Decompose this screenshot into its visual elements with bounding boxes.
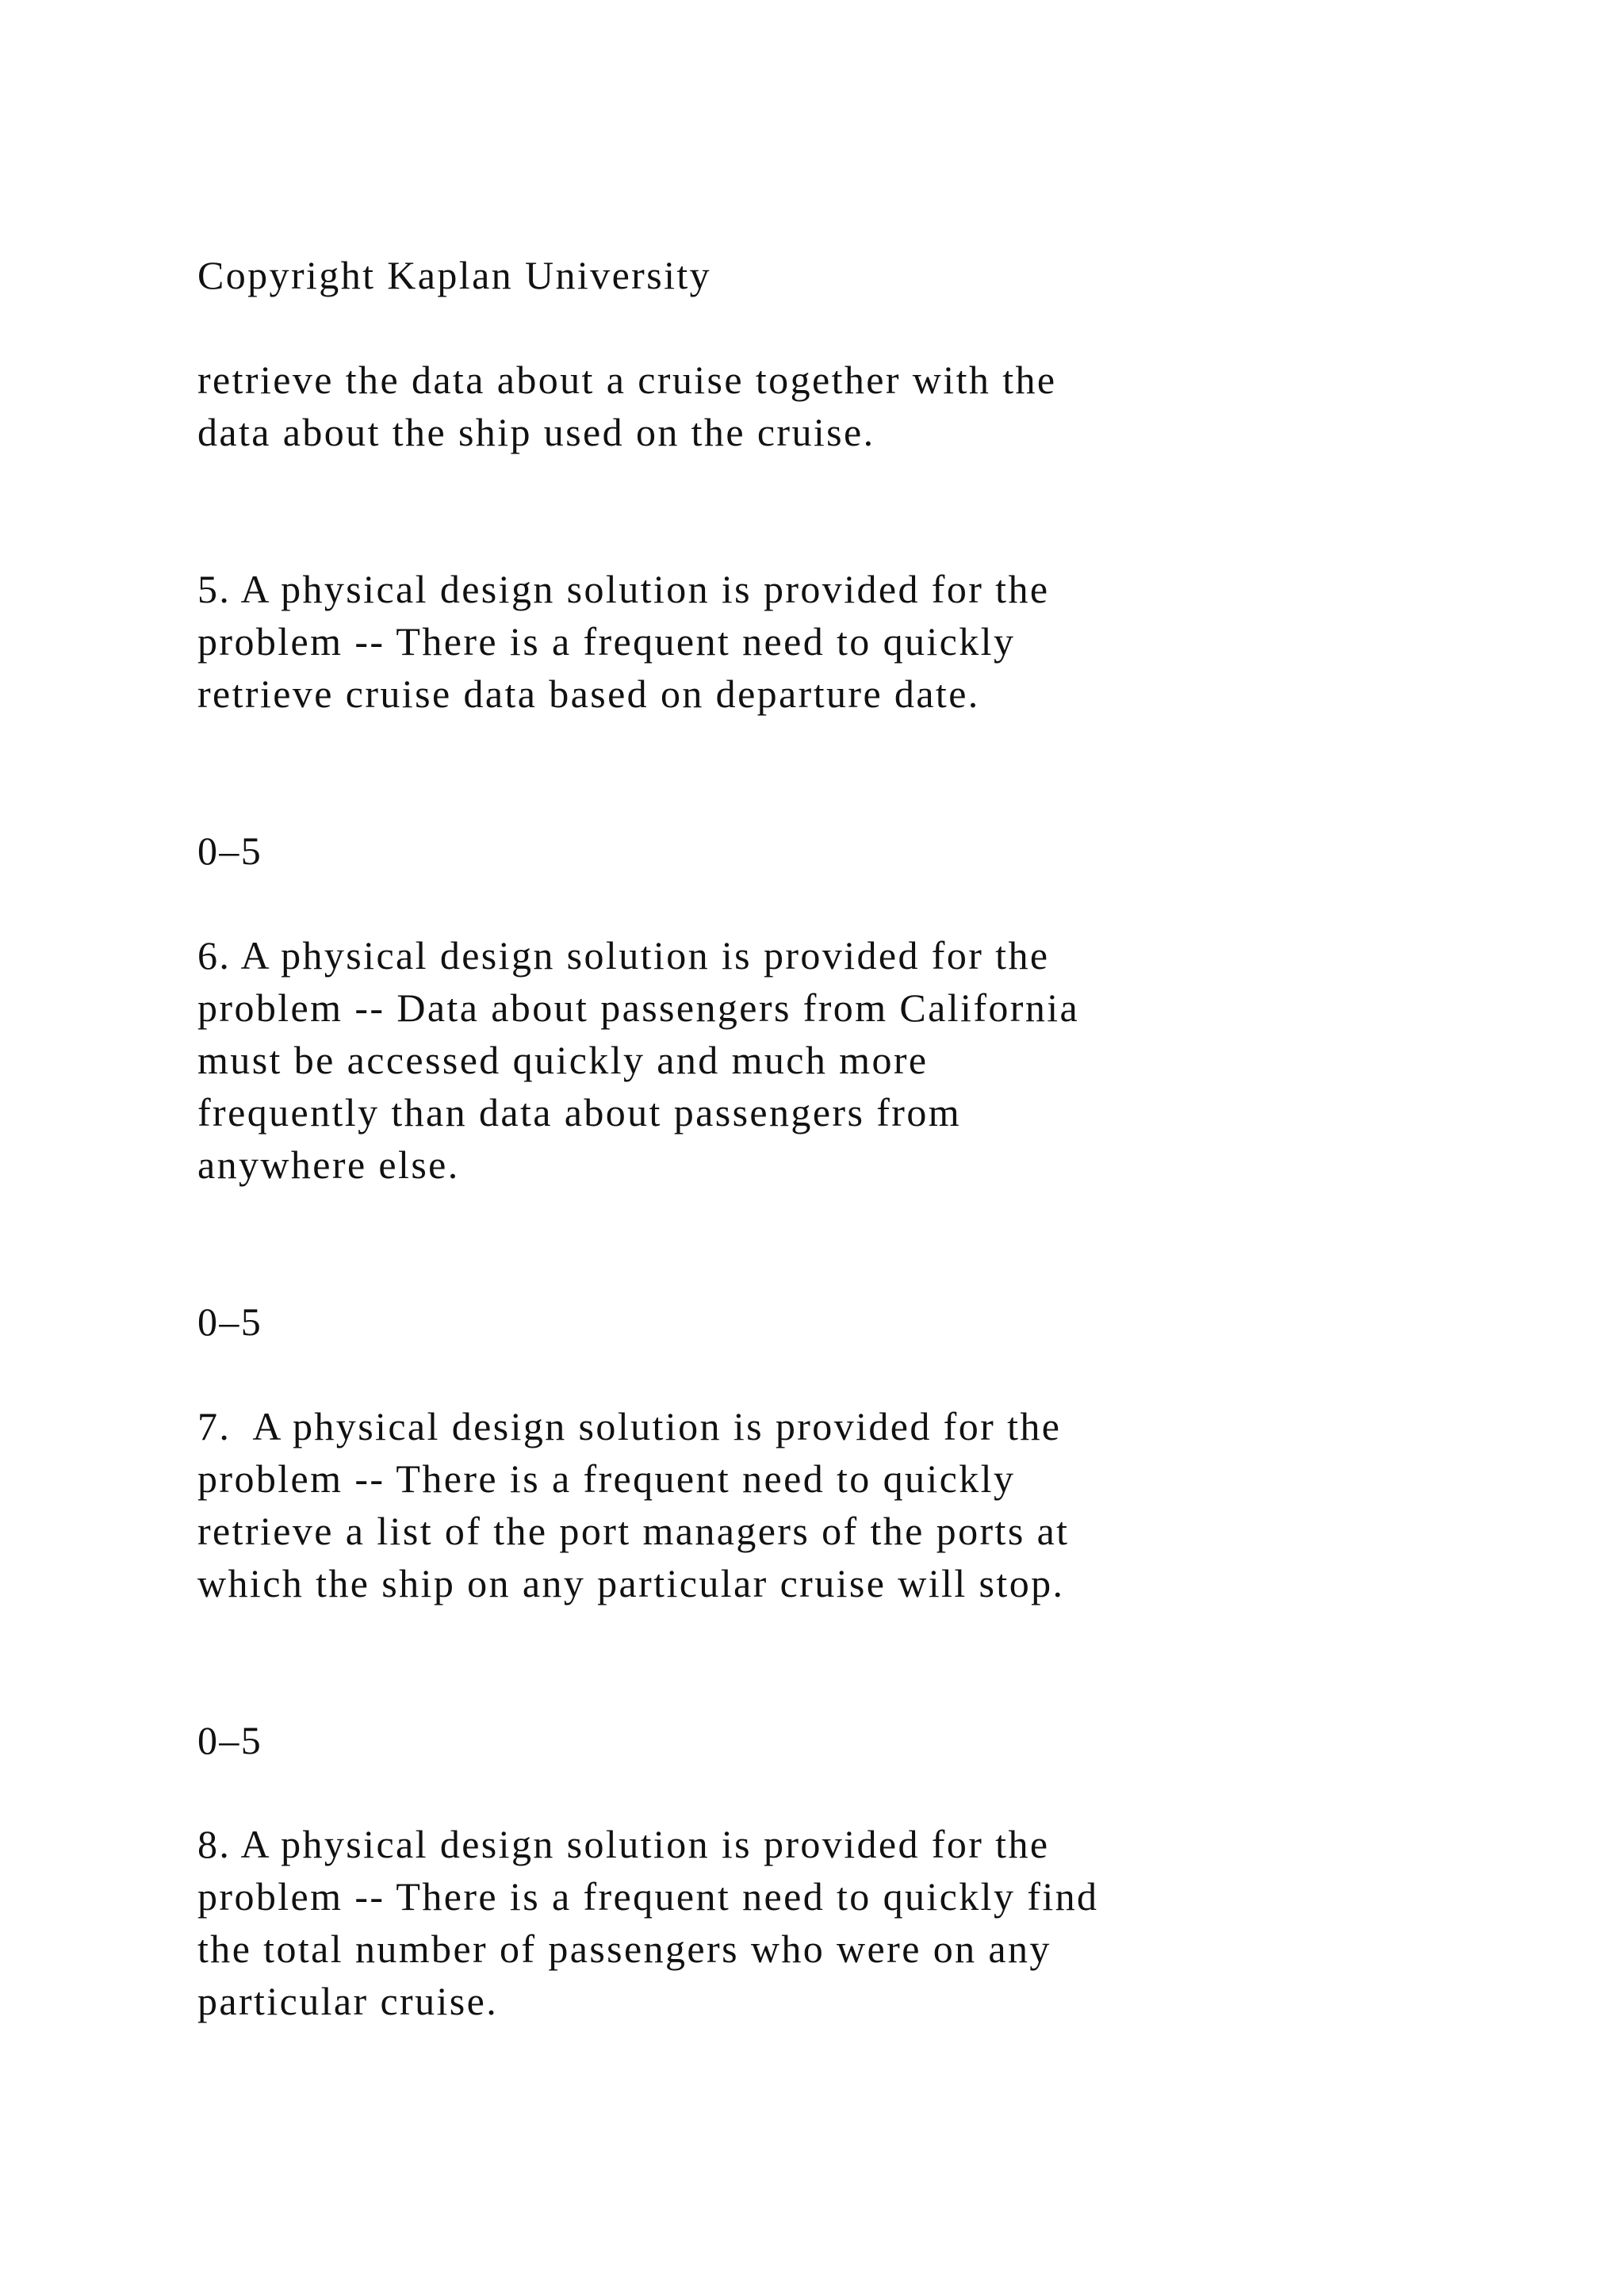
item-8-line-2: problem -- There is a frequent need to quickly find [197, 1874, 1099, 1919]
item-5-line-3: retrieve cruise data based on departure date. [197, 672, 980, 716]
item-6-line-1: 6. A physical design solution is provided for the [197, 933, 1050, 978]
item-7-score: 0–5 [197, 1718, 263, 1762]
item-7-line-1: 7. A physical design solution is provided for the [197, 1404, 1062, 1448]
item-8-line-4: particular cruise. [197, 1979, 499, 2023]
copyright-line: Copyright Kaplan University [197, 253, 712, 297]
item-6-score: 0–5 [197, 1299, 263, 1344]
intro-line-1: retrieve the data about a cruise together with the [197, 358, 1057, 402]
item-7-line-2: problem -- There is a frequent need to quickly [197, 1456, 1016, 1501]
item-6-line-4: frequently than data about passengers from [197, 1090, 962, 1135]
item-5-line-2: problem -- There is a frequent need to quickly [197, 619, 1016, 664]
item-6-line-5: anywhere else. [197, 1142, 460, 1187]
item-6-line-3: must be accessed quickly and much more [197, 1038, 929, 1082]
item-8-line-1: 8. A physical design solution is provided for the [197, 1822, 1050, 1866]
item-8-line-3: the total number of passengers who were on any [197, 1927, 1051, 1971]
item-5-score: 0–5 [197, 828, 263, 873]
item-7-line-4: which the ship on any particular cruise will stop. [197, 1561, 1065, 1605]
item-7-line-3: retrieve a list of the port managers of the ports at [197, 1509, 1070, 1553]
item-6-line-2: problem -- Data about passengers from California [197, 985, 1080, 1030]
item-5-line-1: 5. A physical design solution is provided for the [197, 567, 1050, 611]
intro-line-2: data about the ship used on the cruise. [197, 410, 875, 454]
